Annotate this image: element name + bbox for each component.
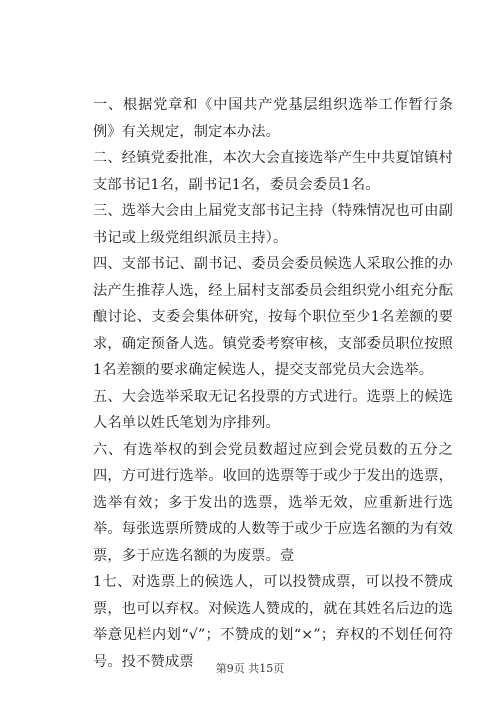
paragraph-3: 三、选举大会由上届党支部书记主持（特殊情况也可由副书记或上级党组织派员主持）。 (93, 203, 453, 246)
paragraph-1: 一、根据党章和《中国共产党基层组织选举工作暂行条例》有关规定，制定本办法。 (93, 97, 453, 140)
paragraph-5: 五、大会选举采取无记名投票的方式进行。选票上的候选人名单以姓氏笔划为序排列。 (93, 388, 453, 431)
paragraph-2: 二、经镇党委批准，本次大会直接选举产生中共夏馆镇村支部书记1名，副书记1名，委员会委员1名。 (93, 150, 453, 193)
paragraph-6: 六、有选举权的到会党员数超过应到会党员数的五分之四，方可进行选举。收回的选票等于或少于发出的选票，选举有效；多于发出的选票，选举无效，应重新进行选举。每张选票所赞成的人数等于或少于应选名额的为有效票，多于应选名额的为废票。壹 (93, 441, 453, 564)
document-body (93, 92, 453, 675)
paragraph-7: 1七、对选票上的候选人，可以投赞成票，可以投不赞成票，也可以弃权。对候选人赞成的，就在其姓名后边的选举意见栏内划“√”；不赞成的划“×”；弃权的不划任何符号。投不赞成票 (93, 574, 453, 670)
page-footer: 第9页 共15页 (215, 662, 285, 675)
paragraph-4: 四、支部书记、副书记、委员会委员候选人采取公推的办法产生推荐人选，经上届村支部委员会组织党小组充分酝酿讨论、支委会集体研究，按每个职位至少1名差额的要求，确定预备人选。镇党委考察审核，支部委员职位按照1名差额的要求确定候选人，提交支部党员大会选举。 (93, 256, 453, 378)
